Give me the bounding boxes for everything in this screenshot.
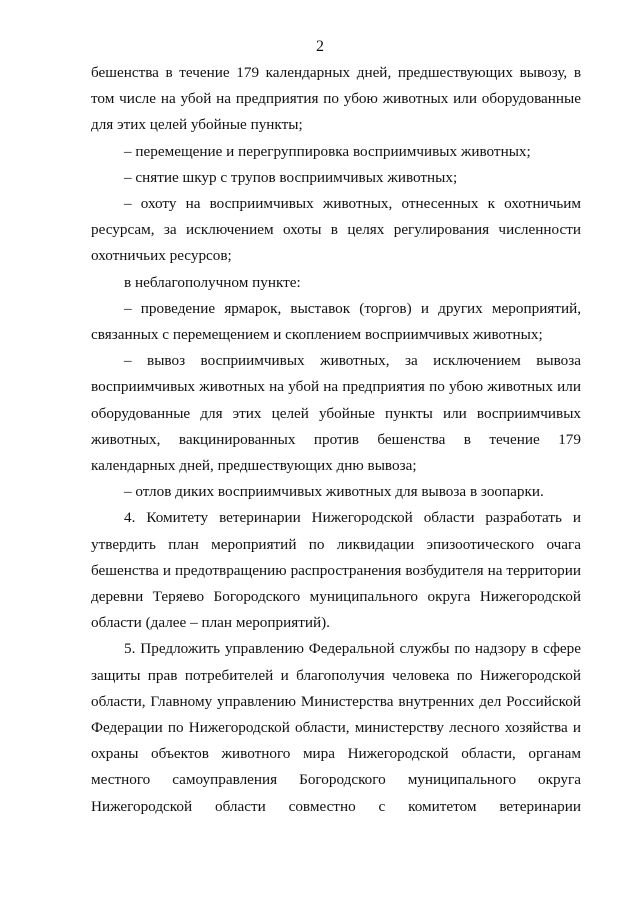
paragraph-continuation: бешенства в течение 179 календарных дней, предшествующих вывозу, в том числе на убой на предприятия по убою животных или оборудованные для этих целей убойные пункты; [91, 64, 581, 134]
paragraph-list-item: – проведение ярмарок, выставок (торгов) и других мероприятий, связанных с перемещением и скоплением восприимчивых животных; [91, 299, 581, 344]
document-body [91, 60, 581, 820]
paragraph-item-4: 4. Комитету ветеринарии Нижегородской области разработать и утвердить план мероприятий по ликвидации эпизоотического очага бешенства и предотвращению распространения возбудителя на территории деревни Теряево Богородского муниципального округа Нижегородской области (далее – план мероприятий). [91, 509, 581, 632]
paragraph-list-item: – отлов диких восприимчивых животных для вывоза в зоопарки. [124, 483, 544, 501]
paragraph-subheading: в неблагополучном пункте: [124, 273, 301, 291]
paragraph-list-item: – перемещение и перегруппировка восприимчивых животных; [124, 142, 531, 160]
paragraph-list-item: – вывоз восприимчивых животных, за исключением вывоза восприимчивых животных на убой на предприятия по убою животных или оборудованные для этих целей убойные пункты или восприимчивых животных, вакцинированных против бешенства в течение 179 календарных дней, предшествующих дню вывоза; [91, 352, 581, 475]
paragraph-list-item: – снятие шкур с трупов восприимчивых животных; [124, 168, 458, 186]
paragraph-list-item: – охоту на восприимчивых животных, отнесенных к охотничьим ресурсам, за исключением охоты в целях регулирования численности охотничьих ресурсов; [91, 195, 581, 265]
paragraph-item-5: 5. Предложить управлению Федеральной службы по надзору в сфере защиты прав потребителей и благополучия человека по Нижегородской области, Главному управлению Министерства внутренних дел Российской Федерации по Нижегородской области, министерству лесного хозяйства и охраны объектов животного мира Нижегородской области, органам местного самоуправления Богородского муниципального округа Нижегородской области совместно с комитетом ветеринарии [91, 640, 581, 815]
page-number: 2 [316, 38, 324, 55]
